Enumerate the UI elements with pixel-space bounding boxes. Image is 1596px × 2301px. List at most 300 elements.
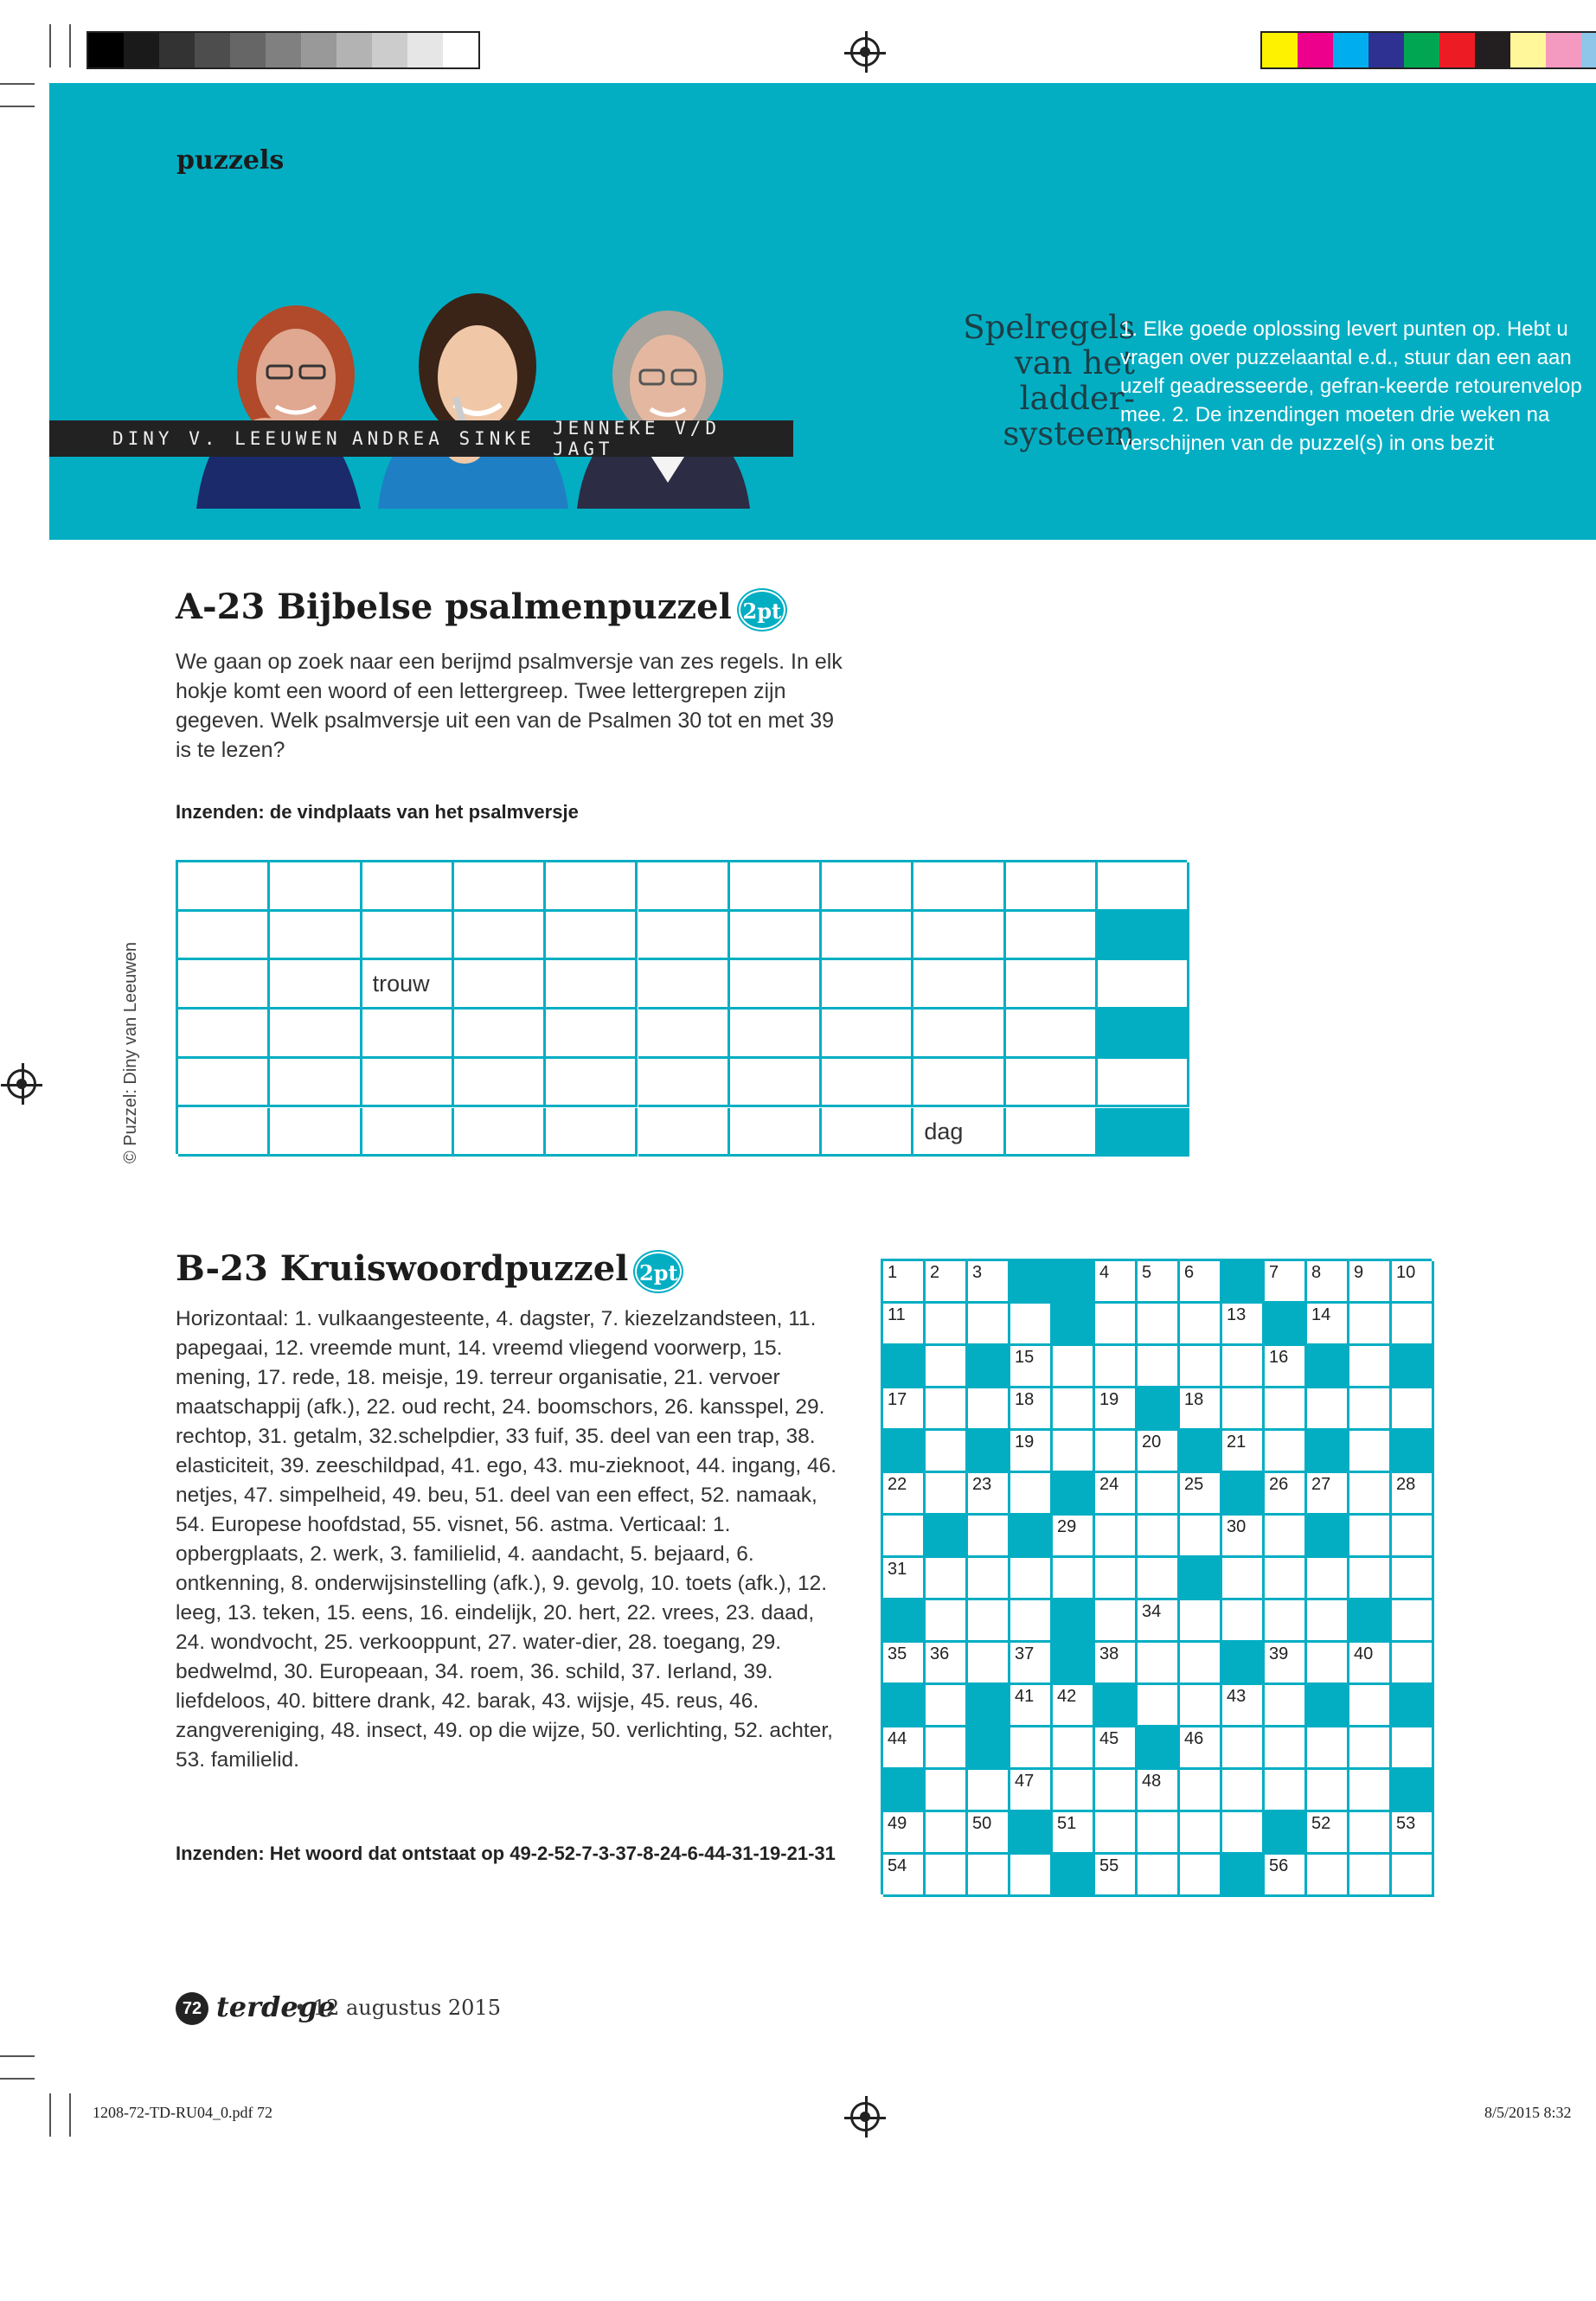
color-swatch [1510, 33, 1546, 67]
grid-cell[interactable] [546, 960, 638, 1009]
crossword-cell[interactable]: 7 [1265, 1261, 1307, 1304]
crossword-cell[interactable] [1138, 1812, 1180, 1855]
grid-cell[interactable] [730, 1059, 822, 1108]
crossword-block [1095, 1685, 1138, 1727]
grid-cell[interactable] [1006, 912, 1098, 961]
grid-cell[interactable] [638, 1108, 730, 1157]
grid-cell[interactable] [822, 1108, 913, 1157]
crossword-cell[interactable]: 34 [1138, 1600, 1180, 1643]
crop-mark [49, 24, 51, 67]
crossword-cell[interactable]: 16 [1265, 1346, 1307, 1388]
crossword-cell[interactable] [1265, 1388, 1307, 1431]
crossword-cell[interactable]: 41 [1010, 1685, 1053, 1727]
crossword-cell[interactable] [1010, 1473, 1053, 1516]
grid-cell[interactable] [913, 1009, 1005, 1059]
crossword-block [1265, 1304, 1307, 1346]
crossword-cell[interactable] [1349, 1473, 1392, 1516]
crossword-cell[interactable] [1053, 1770, 1095, 1812]
crop-mark [0, 106, 35, 107]
print-slug-left: 1208-72-TD-RU04_0.pdf 72 [93, 2104, 272, 2121]
grid-cell[interactable] [1006, 862, 1098, 912]
crossword-cell[interactable] [1392, 1600, 1434, 1643]
grid-cell[interactable] [270, 1009, 362, 1059]
crossword-cell[interactable] [1349, 1812, 1392, 1855]
crossword-cell[interactable]: 46 [1180, 1727, 1222, 1770]
crossword-cell[interactable] [968, 1643, 1010, 1685]
color-swatch [230, 33, 266, 67]
color-swatch [337, 33, 372, 67]
crossword-cell[interactable]: 10 [1392, 1261, 1434, 1304]
crossword-cell[interactable]: 39 [1265, 1643, 1307, 1685]
crossword-cell[interactable]: 3 [968, 1261, 1010, 1304]
crossword-cell[interactable] [1307, 1388, 1349, 1431]
grid-cell[interactable] [362, 1108, 454, 1157]
grid-cell[interactable] [822, 1009, 913, 1059]
grid-cell[interactable] [454, 1009, 546, 1059]
crossword-cell[interactable] [926, 1558, 968, 1600]
grid-cell[interactable] [730, 912, 822, 961]
crossword-block [883, 1431, 926, 1473]
crossword-cell[interactable] [1307, 1643, 1349, 1685]
crossword-cell[interactable] [968, 1304, 1010, 1346]
crossword-cell[interactable] [1053, 1431, 1095, 1473]
header-banner [49, 83, 1596, 540]
crossword-cell[interactable] [1392, 1727, 1434, 1770]
crossword-block [1222, 1261, 1265, 1304]
crossword-cell[interactable] [1307, 1600, 1349, 1643]
crossword-block [1222, 1643, 1265, 1685]
color-swatch [1298, 33, 1333, 67]
grid-cell[interactable] [913, 912, 1005, 961]
crossword-block [1138, 1727, 1180, 1770]
author-name-2: ANDREA SINKE [352, 428, 535, 449]
crossword-cell[interactable] [1392, 1388, 1434, 1431]
grid-cell[interactable] [1098, 960, 1189, 1009]
author-name-3: JENNEKE V/D JAGT [553, 418, 721, 459]
color-swatch [1368, 33, 1404, 67]
crossword-cell[interactable] [1222, 1558, 1265, 1600]
grid-cell[interactable] [178, 912, 270, 961]
color-swatch [443, 33, 478, 67]
crossword-cell[interactable] [1349, 1770, 1392, 1812]
crossword-cell[interactable] [1307, 1558, 1349, 1600]
registration-mark-icon [850, 2102, 880, 2131]
crossword-cell[interactable] [1265, 1770, 1307, 1812]
crossword-cell[interactable]: 2 [926, 1261, 968, 1304]
grid-cell[interactable] [270, 1059, 362, 1108]
crossword-cell[interactable] [1180, 1812, 1222, 1855]
crossword-cell[interactable] [1307, 1727, 1349, 1770]
registration-mark-icon [850, 37, 880, 67]
puzzle-b-submit: Inzenden: Het woord dat ontstaat op 49-2-52-7-3-37-8-24-6-44-31-19-21-31 [176, 1843, 836, 1864]
crossword-cell[interactable]: 5 [1138, 1261, 1180, 1304]
grid-cell[interactable] [638, 912, 730, 961]
issue-date: • 12 augustus 2015 [294, 1996, 501, 2020]
grid-cell[interactable] [1098, 1059, 1189, 1108]
crossword-cell[interactable] [1349, 1685, 1392, 1727]
crossword-cell[interactable] [1138, 1855, 1180, 1897]
grid-cell[interactable] [1006, 1059, 1098, 1108]
crossword-cell[interactable]: 45 [1095, 1727, 1138, 1770]
crossword-cell[interactable] [926, 1304, 968, 1346]
crossword-block [883, 1346, 926, 1388]
crossword-cell[interactable] [926, 1600, 968, 1643]
grid-cell[interactable] [362, 862, 454, 912]
crossword-cell[interactable] [1053, 1346, 1095, 1388]
grid-cell[interactable] [822, 912, 913, 961]
crossword-cell[interactable] [1053, 1727, 1095, 1770]
crossword-cell[interactable] [1180, 1516, 1222, 1558]
crossword-cell[interactable] [1138, 1558, 1180, 1600]
crossword-cell[interactable] [968, 1855, 1010, 1897]
crossword-cell[interactable] [883, 1516, 926, 1558]
crossword-cell[interactable] [1010, 1558, 1053, 1600]
crossword-cell[interactable] [1138, 1304, 1180, 1346]
crossword-cell[interactable] [1095, 1558, 1138, 1600]
crossword-cell[interactable]: 31 [883, 1558, 926, 1600]
grid-cell[interactable] [638, 960, 730, 1009]
grid-cell[interactable] [730, 1009, 822, 1059]
crossword-block [1053, 1643, 1095, 1685]
grid-cell[interactable] [454, 912, 546, 961]
crossword-cell[interactable]: 52 [1307, 1812, 1349, 1855]
crossword-cell[interactable]: 15 [1010, 1346, 1053, 1388]
crossword-cell[interactable] [926, 1685, 968, 1727]
crossword-cell[interactable]: 17 [883, 1388, 926, 1431]
crossword-cell[interactable]: 28 [1392, 1473, 1434, 1516]
crop-mark [69, 24, 71, 67]
grid-cell[interactable] [270, 862, 362, 912]
crossword-block [1053, 1600, 1095, 1643]
page-number: 72 [176, 1992, 208, 2025]
grid-cell[interactable] [454, 862, 546, 912]
crossword-cell[interactable] [1265, 1558, 1307, 1600]
crossword-cell[interactable]: 38 [1095, 1643, 1138, 1685]
crossword-cell[interactable]: 22 [883, 1473, 926, 1516]
crossword-cell[interactable] [926, 1431, 968, 1473]
grid-cell[interactable] [546, 1009, 638, 1059]
given-syllable[interactable]: trouw [362, 960, 454, 1009]
crossword-cell[interactable]: 26 [1265, 1473, 1307, 1516]
grid-cell[interactable] [913, 1059, 1005, 1108]
crossword-cell[interactable]: 37 [1010, 1643, 1053, 1685]
crossword-cell[interactable] [1095, 1812, 1138, 1855]
crossword-cell[interactable]: 9 [1349, 1261, 1392, 1304]
grid-cell[interactable] [454, 960, 546, 1009]
grid-cell[interactable] [178, 1009, 270, 1059]
rules-title: Spelregels van het ladder-systeem [963, 309, 1135, 452]
crossword-cell[interactable] [1265, 1431, 1307, 1473]
authors-photo-illustration [179, 284, 767, 509]
crop-mark [0, 2055, 35, 2057]
crossword-cell[interactable] [926, 1770, 968, 1812]
grid-cell[interactable] [1006, 960, 1098, 1009]
crossword-cell[interactable] [1180, 1685, 1222, 1727]
color-swatch [195, 33, 230, 67]
rules-text: 1. Elke goede oplossing levert punten op. Hebt u vragen over puzzelaantal e.d., stuur dan een aan uzelf geadresseerde, gefran-keerde retourenvelop mee. 2. De inzendingen moeten drie weken na verschijnen van de puzzel(s) in ons bezit [1120, 317, 1582, 455]
crossword-block [1307, 1431, 1349, 1473]
crossword-cell[interactable] [1138, 1685, 1180, 1727]
grid-cell[interactable] [546, 912, 638, 961]
crossword-block [883, 1600, 926, 1643]
crossword-cell[interactable] [1222, 1388, 1265, 1431]
grid-cell[interactable] [270, 1108, 362, 1157]
grid-cell[interactable] [913, 862, 1005, 912]
crossword-cell[interactable]: 24 [1095, 1473, 1138, 1516]
crossword-block [1053, 1261, 1095, 1304]
grid-cell[interactable] [1006, 1009, 1098, 1059]
crossword-clues: Horizontaal: 1. vulkaangesteente, 4. dagster, 7. kiezelzandsteen, 11. papegaai, 12. vreemde munt, 14. vreemd vliegend voorwerp, 15. mening, 17. rede, 18. meisje, 19. terreur organisatie, 21. vervoer maatschappij (afk.), 22. oud recht, 24. boomschors, 26. kansspel, 29. rechtop, 31. getalm, 32.schelpdier, 33 fuif, 35. deel van een trap, 38. elasticiteit, 39. zeeschildpad, 41. ego, 43. mu-zieknoot, 44. ingang, 46. netjes, 47. simpelheid, 49. beu, 51. deel van een effect, 52. namaak, 54. Europese hoofdstad, 55. visnet, 56. astma. Verticaal: 1. opbergplaats, 2. werk, 3. familielid, 4. aandacht, 5. bejaard, 6. ontkenning, 8. onderwijsinstelling (afk.), 9. gevolg, 10. toets (afk.), 12. leeg, 13. teken, 15. eens, 16. eindelijk, 20. hert, 22. vrees, 23. daad, 24. wondvocht, 25. verkooppunt, 27. water-dier, 28. toegang, 29. bedwelmd, 30. Europeaan, 34. roem, 36. schild, 37. Ierland, 39. liefdeloos, 40. bittere drank, 42. barak, 43. wijsje, 45. reus, 46. zangvereniging, 48. insect, 49. op die wijze, 50. verlichting, 52. achter, 53. familielid. [176, 1307, 837, 1772]
crossword-block [1010, 1516, 1053, 1558]
grid-cell[interactable] [1006, 1108, 1098, 1157]
crossword-cell[interactable]: 36 [926, 1643, 968, 1685]
color-swatch [301, 33, 337, 67]
crossword-cell[interactable]: 18 [1010, 1388, 1053, 1431]
crossword-cell[interactable]: 25 [1180, 1473, 1222, 1516]
grid-block [1098, 912, 1189, 961]
crossword-cell[interactable]: 29 [1053, 1516, 1095, 1558]
grid-cell[interactable] [730, 862, 822, 912]
crossword-cell[interactable] [1180, 1770, 1222, 1812]
puzzle-a-submit: Inzenden: de vindplaats van het psalmversje [176, 801, 579, 823]
given-syllable[interactable]: dag [913, 1108, 1005, 1157]
puzzle-a-title-text: A-23 Bijbelse psalmenpuzzel [176, 586, 732, 627]
crossword-block [1180, 1431, 1222, 1473]
crossword-cell[interactable] [1222, 1812, 1265, 1855]
crossword-block [1138, 1388, 1180, 1431]
crossword-block [926, 1516, 968, 1558]
grid-cell[interactable] [638, 1009, 730, 1059]
crossword-cell[interactable] [968, 1388, 1010, 1431]
crossword-cell[interactable] [1307, 1770, 1349, 1812]
puzzle-b-title-text: B-23 Kruiswoordpuzzel [176, 1248, 629, 1289]
grid-cell[interactable] [546, 862, 638, 912]
crossword-cell[interactable]: 55 [1095, 1855, 1138, 1897]
crossword-cell[interactable]: 43 [1222, 1685, 1265, 1727]
puzzle-credit: © Puzzel: Diny van Leeuwen [121, 942, 140, 1163]
grid-cell[interactable] [822, 862, 913, 912]
crossword-cell[interactable] [926, 1727, 968, 1770]
crossword-cell[interactable]: 49 [883, 1812, 926, 1855]
crossword-cell[interactable] [1095, 1770, 1138, 1812]
crossword-block [1053, 1855, 1095, 1897]
crossword-cell[interactable] [1095, 1516, 1138, 1558]
crossword-block [1053, 1473, 1095, 1516]
crossword-cell[interactable] [1349, 1346, 1392, 1388]
crossword-cell[interactable]: 50 [968, 1812, 1010, 1855]
color-swatch [1581, 33, 1596, 67]
crossword-cell[interactable]: 40 [1349, 1643, 1392, 1685]
color-swatch [1262, 33, 1298, 67]
crop-mark [69, 2093, 71, 2137]
crop-mark [0, 2078, 35, 2080]
crossword-block [1392, 1685, 1434, 1727]
crossword-cell[interactable]: 48 [1138, 1770, 1180, 1812]
grid-cell[interactable] [638, 1059, 730, 1108]
crossword-cell[interactable] [1095, 1346, 1138, 1388]
grid-cell[interactable] [730, 960, 822, 1009]
crossword-block [1392, 1770, 1434, 1812]
color-swatch-bar [1260, 31, 1596, 69]
grid-cell[interactable] [362, 912, 454, 961]
crossword-cell[interactable]: 35 [883, 1643, 926, 1685]
crossword-cell[interactable] [1392, 1643, 1434, 1685]
crossword-cell[interactable] [926, 1346, 968, 1388]
crossword-cell[interactable]: 47 [1010, 1770, 1053, 1812]
crossword-cell[interactable]: 56 [1265, 1855, 1307, 1897]
crossword-block [1265, 1812, 1307, 1855]
crossword-block [1010, 1261, 1053, 1304]
crossword-cell[interactable] [1010, 1727, 1053, 1770]
crossword-cell[interactable] [1095, 1304, 1138, 1346]
grid-cell[interactable] [178, 1108, 270, 1157]
crossword-cell[interactable]: 23 [968, 1473, 1010, 1516]
crossword-cell[interactable]: 20 [1138, 1431, 1180, 1473]
registration-mark-icon [7, 1069, 36, 1099]
crossword-cell[interactable] [1222, 1770, 1265, 1812]
crossword-cell[interactable]: 19 [1095, 1388, 1138, 1431]
puzzle-a-description: We gaan op zoek naar een berijmd psalmversje van zes regels. In elk hokje komt een woord of een lettergreep. Twee lettergrepen zijn gegeven. Welk psalmversje uit een van de Psalmen 30 tot en met 39 is te lezen? [176, 650, 843, 762]
crossword-cell[interactable]: 8 [1307, 1261, 1349, 1304]
grid-cell[interactable] [730, 1108, 822, 1157]
crossword-cell[interactable]: 27 [1307, 1473, 1349, 1516]
crossword-cell[interactable] [1349, 1516, 1392, 1558]
crossword-block [968, 1685, 1010, 1727]
crossword-cell[interactable]: 13 [1222, 1304, 1265, 1346]
crossword-cell[interactable] [1349, 1727, 1392, 1770]
crossword-block [968, 1431, 1010, 1473]
crossword-cell[interactable] [1392, 1516, 1434, 1558]
crossword-cell[interactable] [1053, 1558, 1095, 1600]
crossword-cell[interactable]: 1 [883, 1261, 926, 1304]
grid-block [1098, 1108, 1189, 1157]
crossword-cell[interactable] [1307, 1855, 1349, 1897]
crossword-cell[interactable] [1349, 1855, 1392, 1897]
grid-cell[interactable] [270, 912, 362, 961]
crossword-cell[interactable] [968, 1770, 1010, 1812]
crossword-block [1307, 1346, 1349, 1388]
crossword-cell[interactable] [1010, 1600, 1053, 1643]
crossword-cell[interactable]: 4 [1095, 1261, 1138, 1304]
crossword-cell[interactable]: 53 [1392, 1812, 1434, 1855]
crossword-cell[interactable] [1349, 1431, 1392, 1473]
crossword-cell[interactable] [1138, 1473, 1180, 1516]
crossword-cell[interactable] [1138, 1346, 1180, 1388]
grid-cell[interactable] [822, 960, 913, 1009]
crossword-cell[interactable] [1265, 1685, 1307, 1727]
crossword-cell[interactable]: 14 [1307, 1304, 1349, 1346]
crossword-cell[interactable] [926, 1473, 968, 1516]
crossword-cell[interactable] [1392, 1558, 1434, 1600]
crossword-block [968, 1346, 1010, 1388]
crossword-cell[interactable] [926, 1855, 968, 1897]
crossword-cell[interactable] [1222, 1600, 1265, 1643]
grid-cell[interactable] [913, 960, 1005, 1009]
crossword-cell[interactable] [1095, 1431, 1138, 1473]
puzzle-b-points-badge: 2pt [635, 1252, 682, 1292]
crossword-cell[interactable]: 54 [883, 1855, 926, 1897]
crossword-block [1307, 1685, 1349, 1727]
grid-cell[interactable] [362, 1059, 454, 1108]
crossword-grid [881, 1259, 1432, 1894]
crossword-cell[interactable] [1180, 1643, 1222, 1685]
crossword-block [883, 1770, 926, 1812]
crossword-cell[interactable] [1095, 1600, 1138, 1643]
crossword-cell[interactable] [1392, 1855, 1434, 1897]
crossword-cell[interactable] [1222, 1727, 1265, 1770]
crossword-cell[interactable] [1349, 1388, 1392, 1431]
crossword-cell[interactable] [1180, 1346, 1222, 1388]
crossword-cell[interactable]: 18 [1180, 1388, 1222, 1431]
section-title: puzzels [176, 145, 285, 176]
color-swatch [159, 33, 195, 67]
grid-cell[interactable] [546, 1059, 638, 1108]
crossword-block [1222, 1855, 1265, 1897]
crossword-block [1307, 1516, 1349, 1558]
crossword-cell[interactable] [968, 1516, 1010, 1558]
crossword-cell[interactable] [1138, 1643, 1180, 1685]
crossword-cell[interactable] [1222, 1346, 1265, 1388]
crossword-cell[interactable] [1265, 1600, 1307, 1643]
crossword-cell[interactable] [1010, 1855, 1053, 1897]
crossword-cell[interactable] [1180, 1600, 1222, 1643]
grid-cell[interactable] [270, 960, 362, 1009]
crossword-cell[interactable] [1392, 1304, 1434, 1346]
grid-cell[interactable] [362, 1009, 454, 1059]
crossword-cell[interactable] [1180, 1855, 1222, 1897]
crossword-cell[interactable] [926, 1812, 968, 1855]
crossword-block [883, 1685, 926, 1727]
crossword-cell[interactable] [1138, 1516, 1180, 1558]
grid-cell[interactable] [454, 1108, 546, 1157]
grid-cell[interactable] [178, 1059, 270, 1108]
crossword-cell[interactable] [1349, 1304, 1392, 1346]
crossword-cell[interactable] [968, 1600, 1010, 1643]
crossword-cell[interactable]: 51 [1053, 1812, 1095, 1855]
crossword-cell[interactable]: 6 [1180, 1261, 1222, 1304]
grid-cell[interactable] [638, 862, 730, 912]
grid-cell[interactable] [822, 1059, 913, 1108]
crossword-cell[interactable] [1010, 1304, 1053, 1346]
crossword-cell[interactable]: 44 [883, 1727, 926, 1770]
crossword-block [1392, 1346, 1434, 1388]
crossword-cell[interactable]: 42 [1053, 1685, 1095, 1727]
crossword-cell[interactable]: 11 [883, 1304, 926, 1346]
grid-cell[interactable] [1098, 862, 1189, 912]
grid-cell[interactable] [546, 1108, 638, 1157]
color-swatch [1546, 33, 1581, 67]
crossword-block [1010, 1812, 1053, 1855]
grid-cell[interactable] [178, 960, 270, 1009]
crossword-cell[interactable]: 21 [1222, 1431, 1265, 1473]
crossword-cell[interactable]: 19 [1010, 1431, 1053, 1473]
crossword-cell[interactable] [1265, 1727, 1307, 1770]
crossword-cell[interactable] [926, 1388, 968, 1431]
crossword-block [1180, 1558, 1222, 1600]
grid-cell[interactable] [454, 1059, 546, 1108]
crossword-cell[interactable] [1053, 1388, 1095, 1431]
puzzle-a-points-badge: 2pt [739, 590, 785, 630]
crossword-cell[interactable] [1349, 1558, 1392, 1600]
grid-cell[interactable] [178, 862, 270, 912]
author-photos [179, 284, 767, 509]
crossword-block [1349, 1600, 1392, 1643]
crossword-cell[interactable] [1180, 1304, 1222, 1346]
crossword-cell[interactable] [1265, 1516, 1307, 1558]
crossword-block [1053, 1304, 1095, 1346]
crossword-cell[interactable] [968, 1558, 1010, 1600]
crossword-cell[interactable]: 30 [1222, 1516, 1265, 1558]
